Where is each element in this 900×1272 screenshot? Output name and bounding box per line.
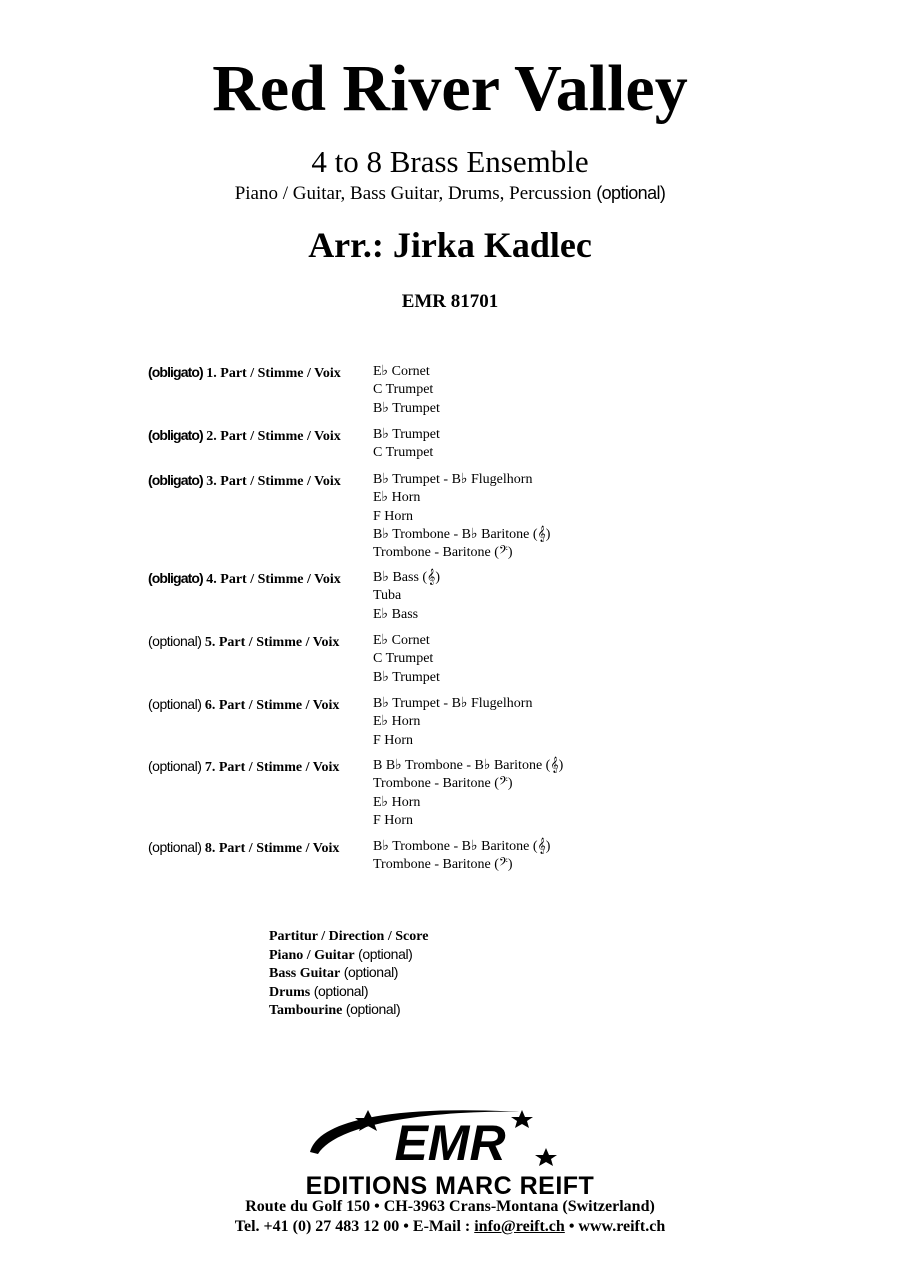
instrument: E♭ Cornet [373, 364, 430, 379]
instrumentation-optional: (optional) [596, 183, 666, 203]
logo-star-right-top [511, 1110, 533, 1128]
part-status: (obligato) [148, 364, 203, 380]
part-title: 8. Part / Stimme / Voix [204, 841, 340, 856]
part-3-label [148, 471, 368, 491]
instrument: B♭ Trumpet - B♭ Flugelhorn [373, 472, 533, 487]
part-status: (optional) [148, 758, 202, 774]
additional-part [269, 1001, 669, 1020]
instrument: E♭ Cornet [373, 633, 430, 648]
additional-part [269, 946, 669, 965]
instrument: B♭ Trombone - B♭ Baritone (𝄞) [373, 839, 551, 854]
instrument: B B♭ Trombone - B♭ Baritone (𝄞) [373, 758, 564, 773]
part-7-instruments [373, 757, 673, 830]
instrument: Trombone - Baritone (𝄢) [373, 545, 513, 561]
instrument: F Horn [373, 508, 414, 524]
instrument: C Trumpet [373, 445, 434, 461]
part-1-label [148, 363, 368, 383]
part-status: (obligato) [148, 570, 203, 586]
instrument: C Trumpet [373, 651, 434, 667]
instrument: E♭ Horn [373, 490, 421, 506]
part-8-label [148, 838, 368, 858]
additional-part-note: (optional) [343, 964, 399, 980]
publisher-contact [0, 1217, 900, 1237]
instrument: C Trumpet [373, 382, 434, 398]
additional-part-label: Drums [269, 984, 311, 1000]
part-2-instruments [373, 426, 673, 463]
additional-part-label: Tambourine [269, 1003, 343, 1018]
instrument: B♭ Trumpet [373, 427, 440, 442]
emr-logo [300, 1104, 600, 1170]
part-3-instruments [373, 471, 673, 562]
subtitle: 4 to 8 Brass Ensemble [311, 144, 589, 179]
part-status: (optional) [148, 696, 202, 712]
catalog-number: EMR 81701 [401, 291, 499, 312]
additional-part-note: (optional) [313, 982, 369, 999]
instrument: F Horn [373, 732, 414, 748]
publisher-name: EDITIONS MARC REIFT [305, 1172, 595, 1200]
part-status: (optional) [148, 633, 202, 649]
part-6-instruments [373, 695, 673, 750]
part-2-label [148, 426, 368, 446]
part-8-instruments [373, 838, 673, 875]
part-title: 7. Part / Stimme / Voix [204, 760, 340, 775]
part-title: 1. Part / Stimme / Voix [206, 366, 341, 381]
part-status: (obligato) [148, 472, 203, 488]
additional-part-label: Partitur / Direction / Score [269, 929, 429, 944]
part-title: 5. Part / Stimme / Voix [204, 635, 340, 650]
additional-part-label: Bass Guitar [269, 966, 341, 981]
instrument: F Horn [373, 812, 414, 828]
instrument: B♭ Trumpet - B♭ Flugelhorn [373, 696, 533, 711]
instrument: Tuba [373, 588, 402, 604]
instrumentation-text: Piano / Guitar, Bass Guitar, Drums, Percussion [234, 183, 592, 204]
additional-part [269, 983, 669, 1002]
part-7-label [148, 757, 368, 777]
instrument: E♭ Horn [373, 714, 421, 730]
part-4-instruments [373, 569, 673, 624]
part-5-instruments [373, 632, 673, 687]
instrument: B♭ Trumpet [373, 669, 440, 685]
part-title: 3. Part / Stimme / Voix [206, 474, 341, 489]
instrument: Trombone - Baritone (𝄢) [373, 776, 513, 792]
instrument: B♭ Trombone - B♭ Baritone (𝄞) [373, 526, 551, 542]
instrument: E♭ Bass [373, 606, 419, 622]
page-title: Red River Valley [212, 52, 688, 125]
arranger: Arr.: Jirka Kadlec [308, 225, 592, 265]
instrument: Trombone - Baritone (𝄢) [373, 857, 513, 873]
additional-part [269, 928, 669, 946]
additional-parts-list [269, 928, 669, 1020]
additional-part-note: (optional) [358, 945, 413, 962]
logo-star-right-bottom [535, 1148, 557, 1166]
contact-tel: Tel. +41 (0) 27 483 12 00 • E-Mail : [234, 1218, 475, 1235]
instrumentation-line [0, 181, 900, 206]
instrument: E♭ Horn [373, 794, 421, 810]
additional-part [269, 964, 669, 983]
part-6-label [148, 695, 368, 715]
part-status: (optional) [148, 839, 202, 855]
contact-email-link[interactable]: info@reift.ch [474, 1218, 565, 1235]
part-title: 6. Part / Stimme / Voix [204, 698, 340, 713]
part-4-label [148, 569, 368, 589]
additional-part-label: Piano / Guitar [269, 947, 355, 963]
logo-text: EMR [394, 1115, 506, 1170]
part-status: (obligato) [148, 427, 203, 443]
part-5-label [148, 632, 368, 652]
additional-part-note: (optional) [345, 1001, 401, 1017]
contact-web: • www.reift.ch [564, 1218, 666, 1235]
part-1-instruments [373, 363, 673, 418]
part-title: 4. Part / Stimme / Voix [206, 572, 341, 587]
instrument: B♭ Trumpet [373, 400, 440, 416]
part-title: 2. Part / Stimme / Voix [206, 429, 341, 444]
publisher-address: Route du Golf 150 • CH-3963 Crans-Montana (Switzerland) [245, 1198, 655, 1215]
instrument: B♭ Bass (𝄞) [373, 570, 440, 585]
